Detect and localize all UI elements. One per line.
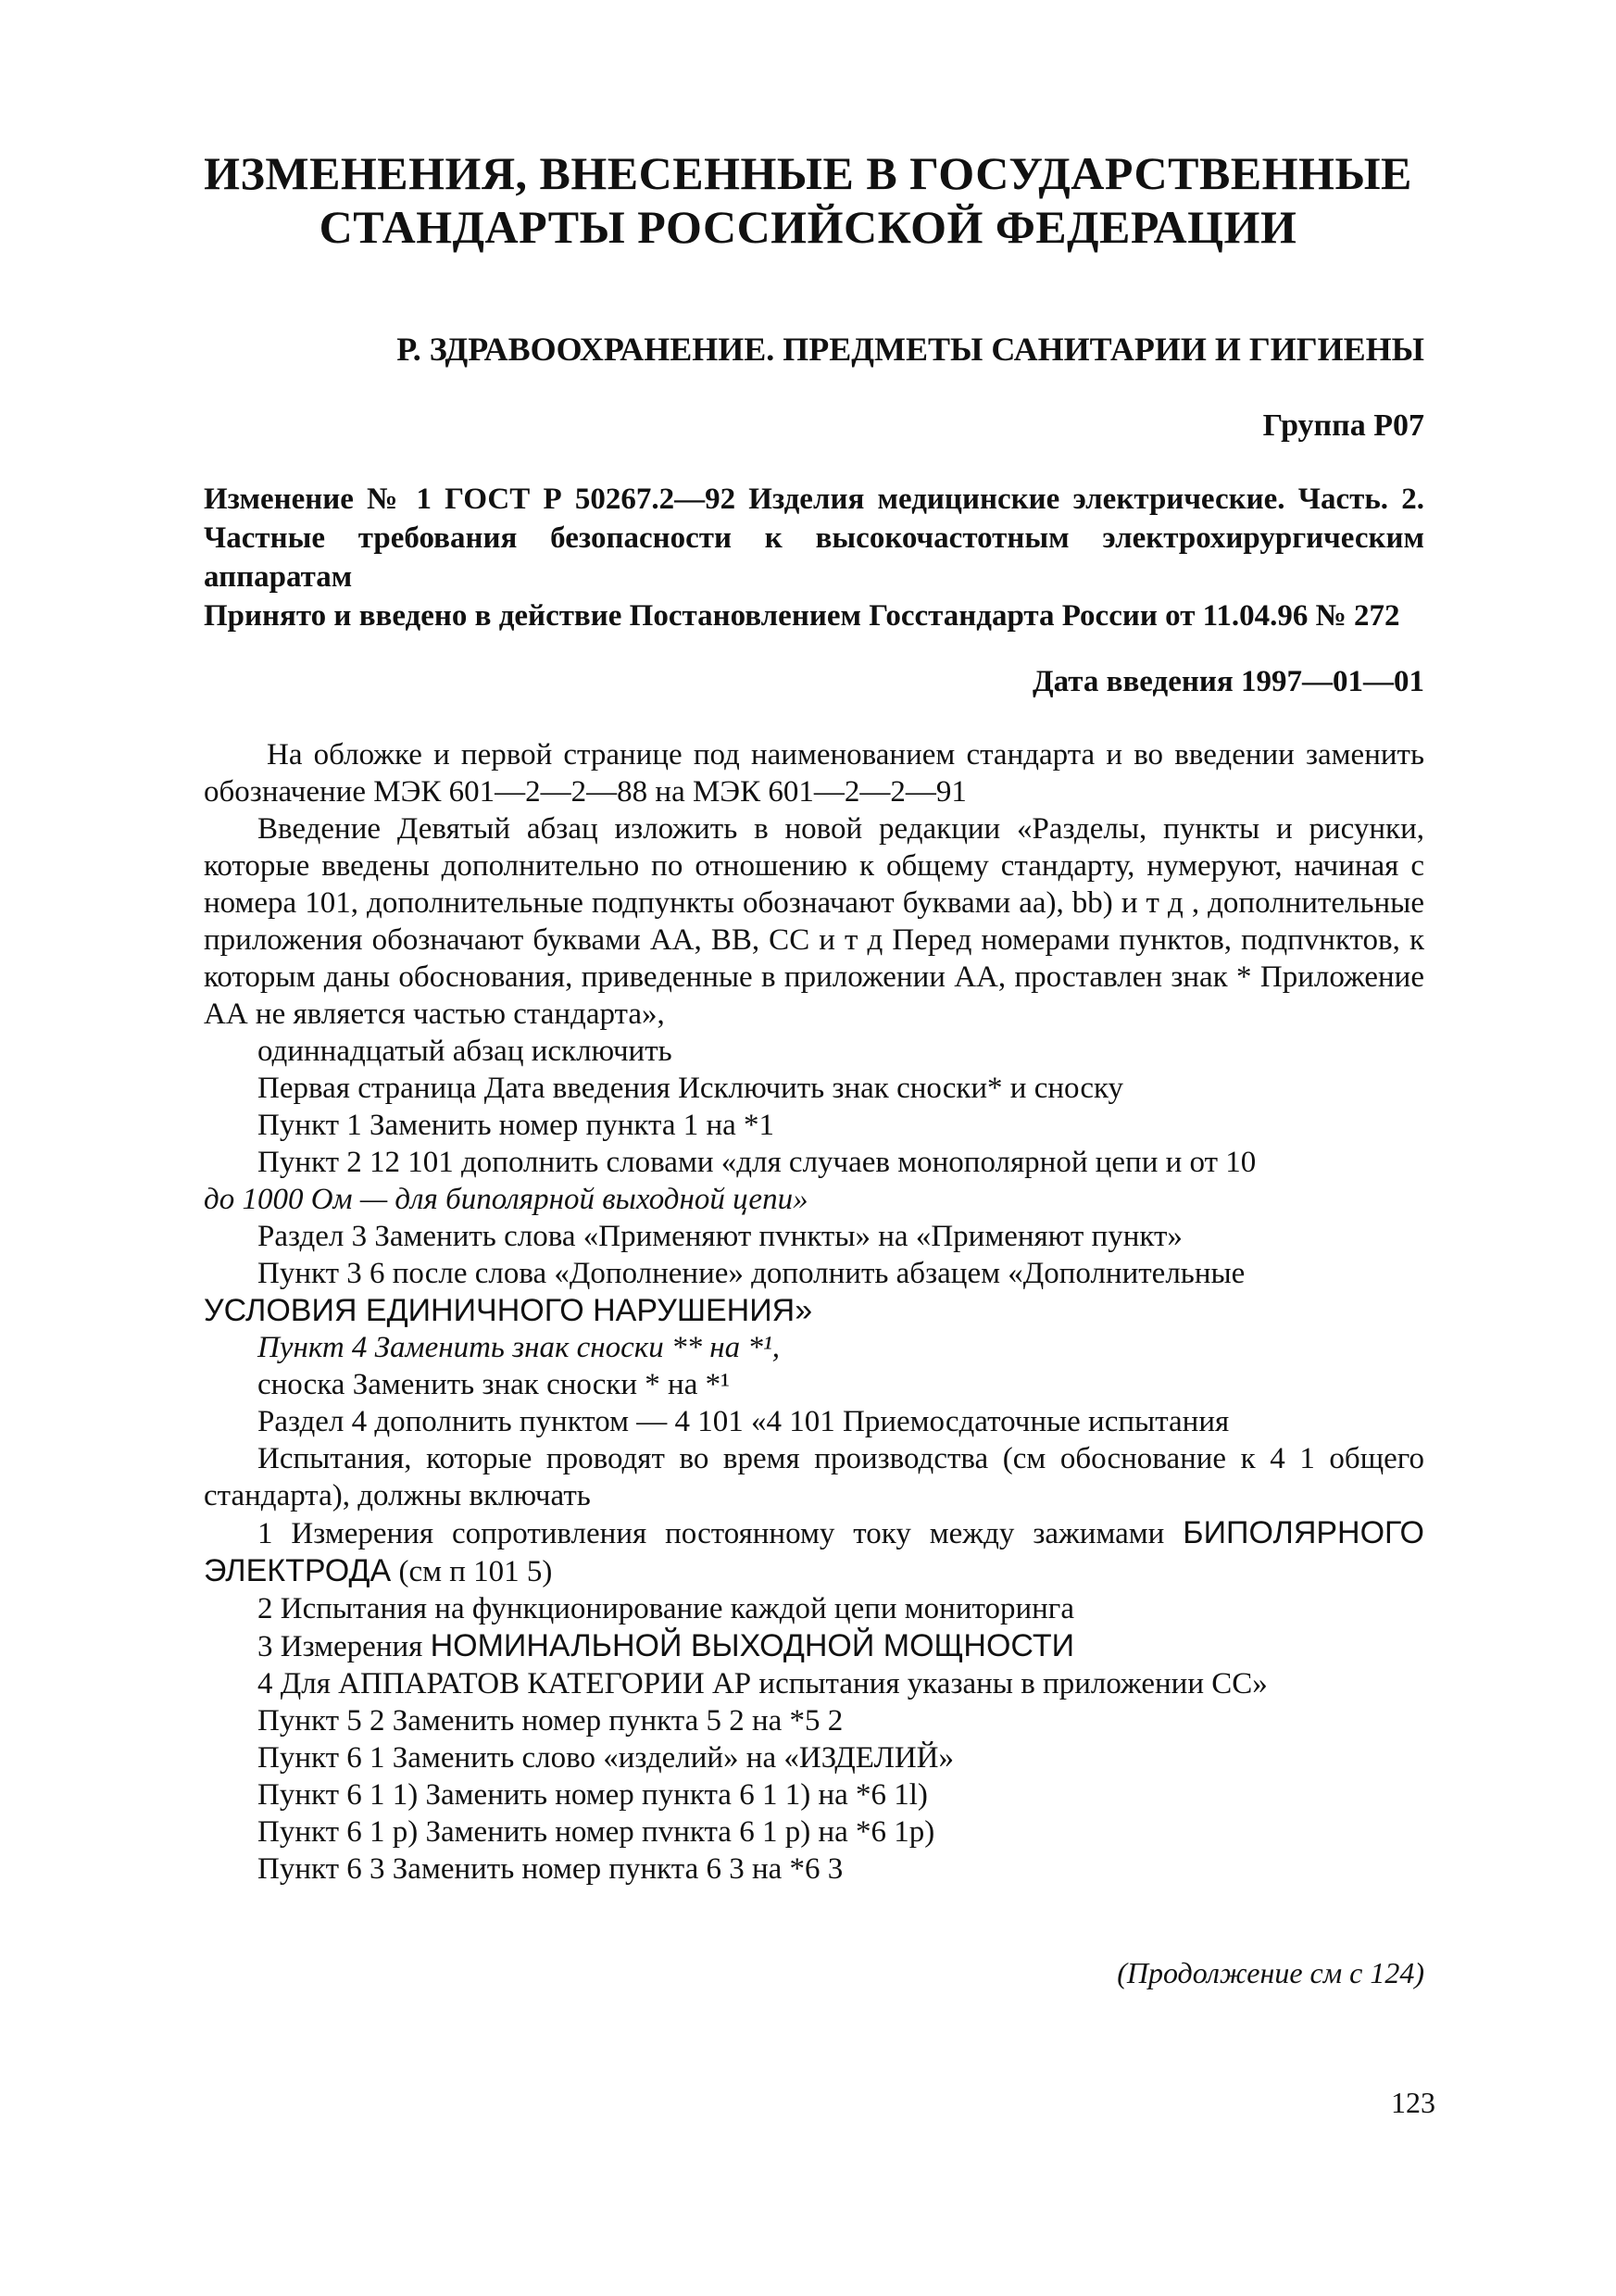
paragraph bbox=[204, 1627, 1424, 1665]
paragraph-continuation: до 1000 Ом — для биполярной выходной цепи» bbox=[204, 1183, 808, 1216]
amendment-title: Изменение № 1 ГОСТ Р 50267.2—92 Изделия медицинские электрические. Часть. 2. Частные требования безопасности к высокочастотным электрохирургическим аппаратам bbox=[204, 483, 1424, 594]
paragraph-continuation: УСЛОВИЯ ЕДИНИЧНОГО НАРУШЕНИЯ» bbox=[204, 1293, 813, 1328]
paragraph: Пункт 2 12 101 дополнить словами «для случаев монополярной цепи и от 10 bbox=[257, 1146, 1257, 1179]
paragraph: Пункт 6 1 Заменить слово «изделий» на «ИЗДЕЛИЙ» bbox=[257, 1741, 954, 1775]
title-line-2: СТАНДАРТЫ РОССИЙСКОЙ ФЕДЕРАЦИИ bbox=[319, 201, 1297, 253]
paragraph: сноска Заменить знак сноски * на *¹ bbox=[257, 1368, 731, 1401]
paragraph: Пункт 4 Заменить знак сноски ** на *¹, bbox=[257, 1331, 780, 1364]
effective-date: Дата введения 1997—01—01 bbox=[1032, 665, 1424, 698]
document-body bbox=[204, 736, 1424, 1888]
text-run: 3 Измерения bbox=[257, 1630, 423, 1663]
paragraph: Пункт 5 2 Заменить номер пункта 5 2 на *5 2 bbox=[257, 1704, 844, 1738]
paragraph: 2 Испытания на функционирование каждой цепи мониторинга bbox=[257, 1592, 1074, 1625]
text-run-caps: НОМИНАЛЬНОЙ ВЫХОДНОЙ МОЩНОСТИ bbox=[430, 1628, 1075, 1663]
paragraph: Пункт 3 6 после слова «Дополнение» дополнить абзацем «Дополнительные bbox=[257, 1257, 1246, 1290]
paragraph: одиннадцатый абзац исключить bbox=[257, 1035, 672, 1068]
paragraph: 4 Для АППАРАТОВ КАТЕГОРИИ АР испытания указаны в приложении СС» bbox=[257, 1667, 1268, 1700]
page-number: 123 bbox=[1391, 2086, 1435, 2119]
paragraph: Раздел 4 дополнить пунктом — 4 101 «4 101 Приемосдаточные испытания bbox=[257, 1405, 1230, 1438]
amendment-block bbox=[204, 480, 1424, 635]
title-line-1: ИЗМЕНЕНИЯ, ВНЕСЕННЫЕ В ГОСУДАРСТВЕННЫЕ bbox=[204, 147, 1412, 199]
paragraph: Испытания, которые проводят во время производства (см обоснование к 4 1 общего стандарта), должны включать bbox=[204, 1442, 1424, 1512]
paragraph: Раздел 3 Заменить слова «Применяют пvнкты» на «Применяют пункт» bbox=[257, 1220, 1183, 1253]
paragraph: На обложке и первой странице под наименованием стандарта и во введении заменить обозначение МЭК 601—2—2—88 на МЭК 601—2—2—91 bbox=[204, 738, 1424, 809]
amendment-adopted: Принято и введено в действие Постановлением Госстандарта России от 11.04.96 № 272 bbox=[204, 599, 1400, 633]
paragraph bbox=[204, 1514, 1424, 1590]
group-code: Группа Р07 bbox=[1262, 408, 1424, 443]
main-title bbox=[185, 146, 1431, 254]
paragraph: Пункт 1 Заменить номер пункта 1 на *1 bbox=[257, 1109, 775, 1142]
section-heading: Р. ЗДРАВООХРАНЕНИЕ. ПРЕДМЕТЫ САНИТАРИИ И ГИГИЕНЫ bbox=[396, 331, 1424, 368]
text-run: 1 Измерения сопротивления постоянному току между зажимами bbox=[257, 1517, 1165, 1550]
paragraph: Пункт 6 1 1) Заменить номер пункта 6 1 1) на *6 1l) bbox=[257, 1778, 928, 1812]
paragraph: Пункт 6 1 р) Заменить номер пvнкта 6 1 р) на *6 1р) bbox=[257, 1815, 935, 1849]
continuation-note: (Продолжение см с 124) bbox=[1117, 1956, 1424, 1989]
paragraph: Пункт 6 3 Заменить номер пункта 6 3 на *6 3 bbox=[257, 1852, 844, 1886]
text-run: (см п 101 5) bbox=[398, 1555, 553, 1588]
paragraph: Введение Девятый абзац изложить в новой редакции «Разделы, пункты и рисунки, которые введены дополнительно по отношению к общему стандарту, нумеруют, начиная с номера 101, дополнительные подпункты обозначают буквами аа), bb) и т д , дополнительные приложения обозначают буквами АА, ВВ, СС и т д Перед номерами пунктов, подпvнктов, к которым даны обоснования, приведенные в приложении АА, проставлен знак * Приложение АА не является частью стандарта», bbox=[204, 812, 1424, 1031]
paragraph: Первая страница Дата введения Исключить знак сноски* и сноску bbox=[257, 1072, 1124, 1105]
text-run-caps: БИПОЛЯРНОГО ЭЛЕКТРОДА bbox=[204, 1515, 1424, 1588]
